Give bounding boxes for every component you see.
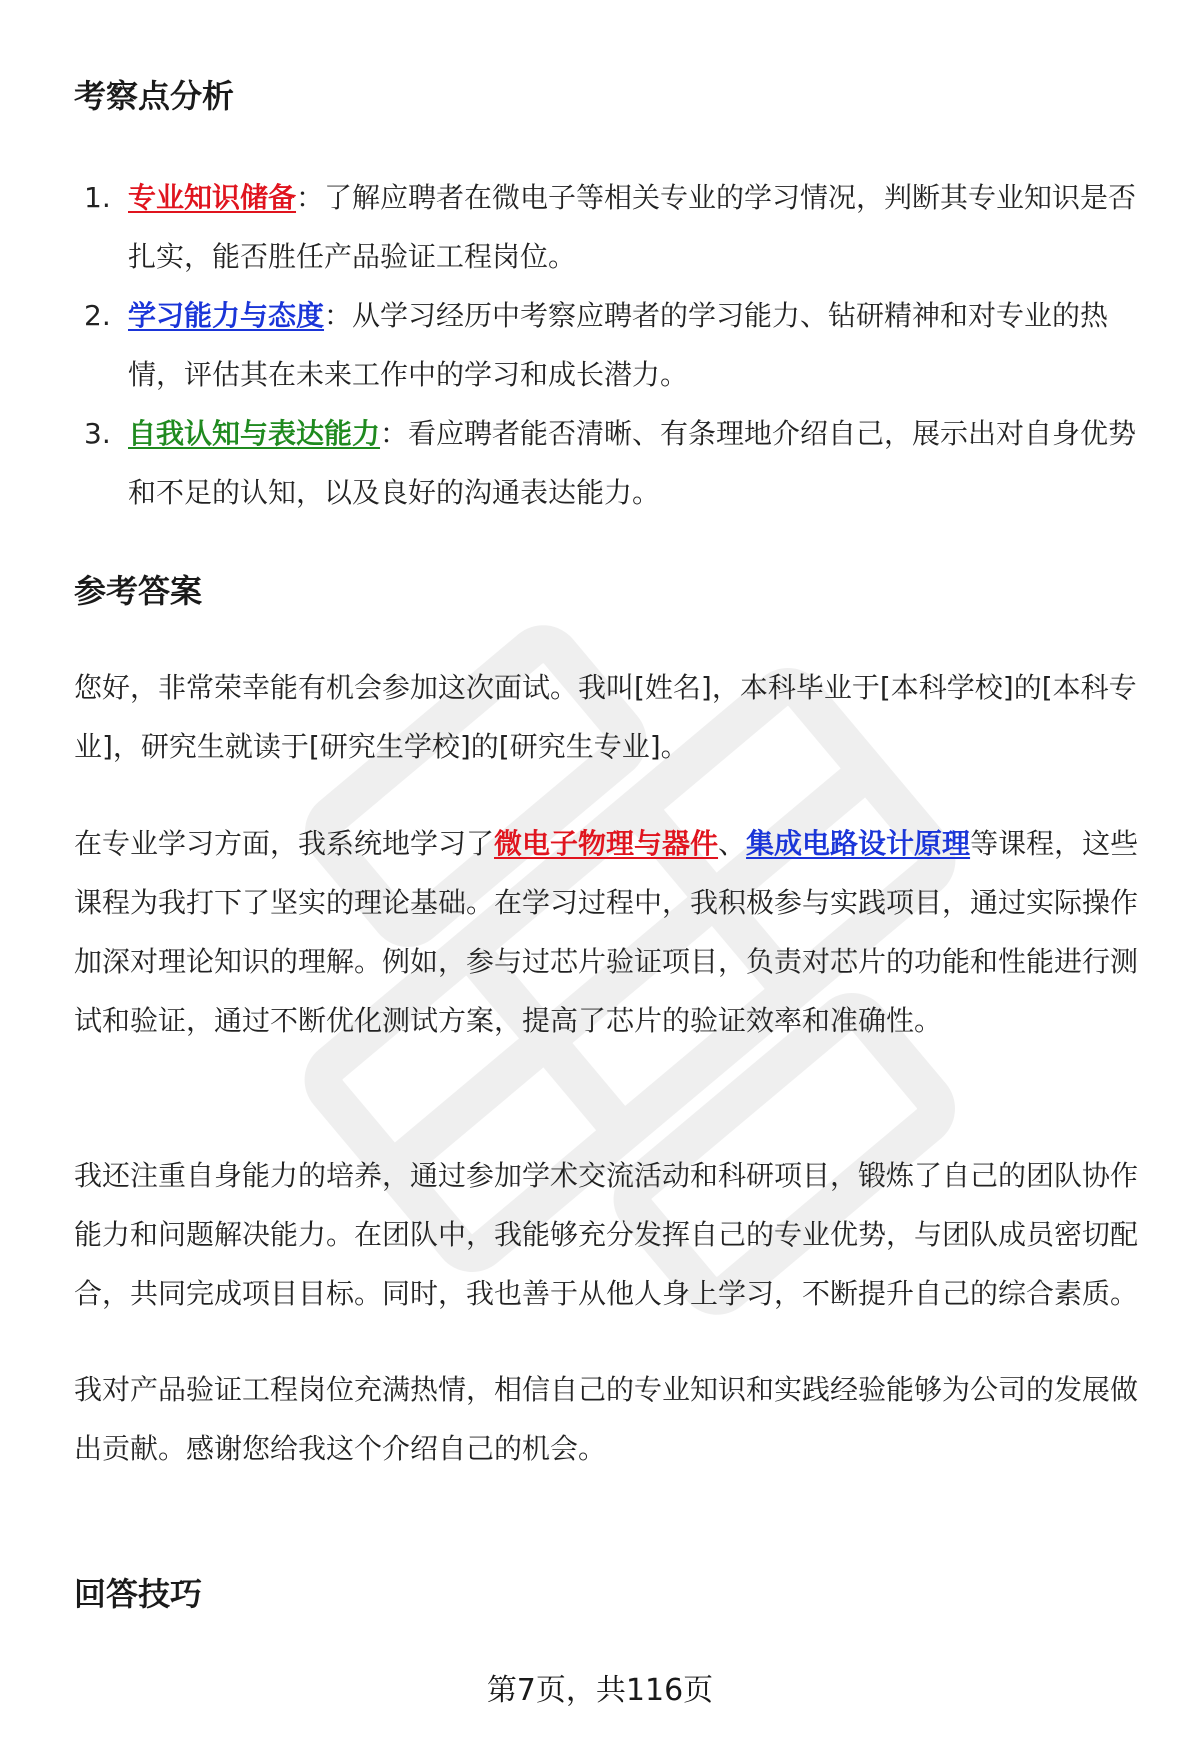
paragraph-text: 在专业学习方面，我系统地学习了 bbox=[74, 827, 495, 860]
highlight-term: 专业知识储备 bbox=[128, 181, 297, 214]
highlight-term: 自我认知与表达能力 bbox=[128, 417, 381, 450]
list-number: 1. bbox=[84, 181, 111, 214]
section-title-analysis: 考察点分析 bbox=[74, 77, 235, 115]
list-item-text: ：了解应聘者在微电子等相关专业的学习情况，判断其专业知识是否扎实，能否胜任产品验证工程岗位。 bbox=[128, 181, 1137, 273]
answer-paragraph-intro: 您好，非常荣幸能有机会参加这次面试。我叫[姓名]，本科毕业于[本科学校]的[本科专业]，研究生就读于[研究生学校]的[研究生专业]。 bbox=[74, 671, 1137, 763]
highlight-term: 学习能力与态度 bbox=[128, 299, 325, 332]
section-title-answer: 参考答案 bbox=[74, 572, 203, 610]
analysis-list bbox=[74, 168, 1144, 522]
list-item bbox=[74, 404, 1144, 522]
list-number: 2. bbox=[84, 299, 111, 332]
answer-paragraph-study bbox=[74, 814, 1144, 1050]
highlight-course: 集成电路设计原理 bbox=[746, 827, 971, 860]
list-item bbox=[74, 168, 1144, 286]
list-item-text: ：从学习经历中考察应聘者的学习能力、钻研精神和对专业的热情，评估其在未来工作中的学习和成长潜力。 bbox=[128, 299, 1109, 391]
answer-paragraph-ability: 我还注重自身能力的培养，通过参加学术交流活动和科研项目，锻炼了自己的团队协作能力和问题解决能力。在团队中，我能够充分发挥自己的专业优势，与团队成员密切配合，共同完成项目目标。同时，我也善于从他人身上学习，不断提升自己的综合素质。 bbox=[74, 1159, 1139, 1310]
highlight-course: 微电子物理与器件 bbox=[494, 827, 719, 860]
section-title-tips: 回答技巧 bbox=[74, 1575, 203, 1613]
separator-text: 、 bbox=[718, 827, 747, 860]
list-item-text: ：看应聘者能否清晰、有条理地介绍自己，展示出对自身优势和不足的认知，以及良好的沟通表达能力。 bbox=[128, 417, 1137, 509]
paragraph-text: 等课程，这些课程为我打下了坚实的理论基础。在学习过程中，我积极参与实践项目，通过实际操作加深对理论知识的理解。例如，参与过芯片验证项目，负责对芯片的功能和性能进行测试和验证，通过不断优化测试方案，提高了芯片的验证效率和准确性。 bbox=[74, 827, 1139, 1037]
list-number: 3. bbox=[84, 417, 111, 450]
list-item bbox=[74, 286, 1144, 404]
page-number: 第7页，共116页 bbox=[486, 1673, 714, 1708]
answer-paragraph-closing: 我对产品验证工程岗位充满热情，相信自己的专业知识和实践经验能够为公司的发展做出贡献。感谢您给我这个介绍自己的机会。 bbox=[74, 1373, 1139, 1465]
